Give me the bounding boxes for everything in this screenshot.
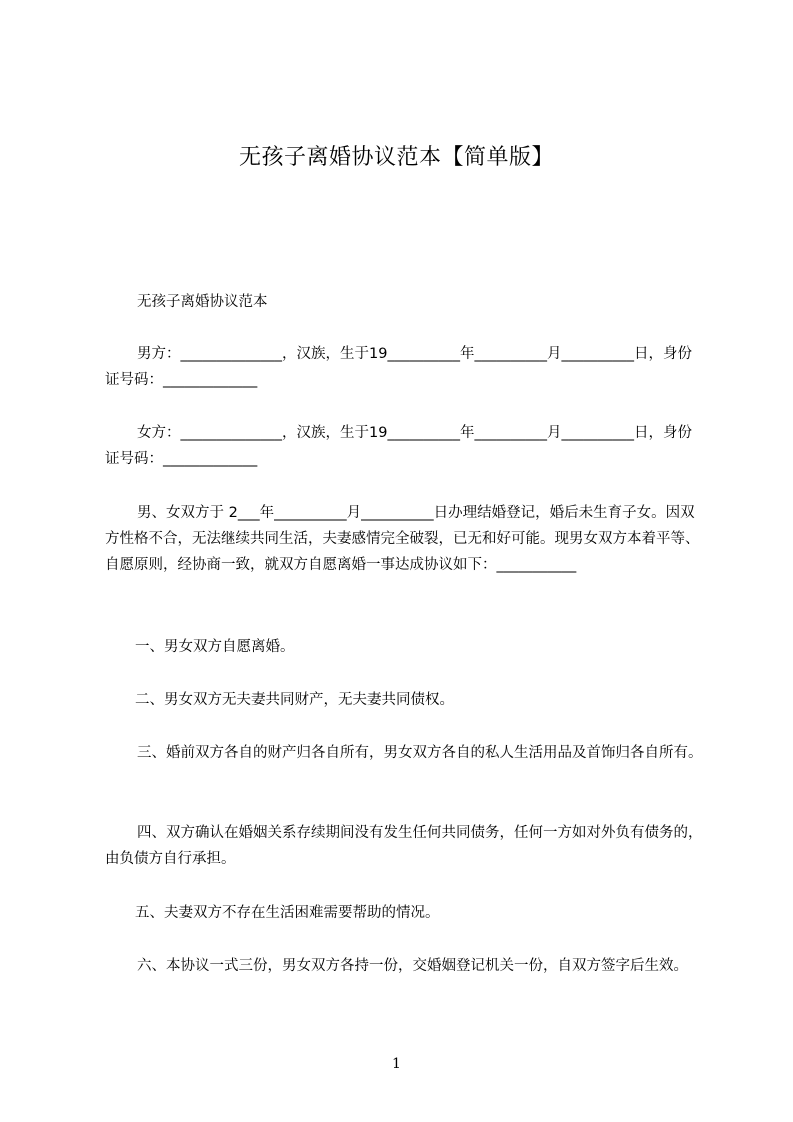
- clause-1: 一、男女双方自愿离婚。: [135, 639, 295, 655]
- male-party-line: 男方：______________，汉族，生于19__________年__________月__________日，身份证号码：_____________: [105, 346, 692, 388]
- clause-5: 五、夫妻双方不存在生活困难需要帮助的情况。: [135, 905, 440, 921]
- clause-2: 二、男女双方无夫妻共同财产，无夫妻共同债权。: [135, 692, 454, 708]
- clause-4: 四、双方确认在婚姻关系存续期间没有发生任何共同债务，任何一方如对外负有债务的，由负债方自行承担。: [105, 825, 703, 867]
- clause-3: 三、婚前双方各自的财产归各自所有，男女双方各自的私人生活用品及首饰归各自所有。: [137, 745, 703, 761]
- female-party-line: 女方：______________，汉族，生于19__________年__________月__________日，身份证号码：_____________: [105, 425, 692, 467]
- document-subtitle: 无孩子离婚协议范本: [137, 294, 268, 310]
- page-number: 1: [392, 1056, 401, 1072]
- document-title: 无孩子离婚协议范本【简单版】: [238, 145, 554, 170]
- preamble-paragraph: 男、女双方于 2___年__________月__________日办理结婚登记，婚后未生育子女。因双方性格不合，无法继续共同生活，夫妻感情完全破裂，已无和好可能。现男女双方本着平等、自愿原则，经协商一致，就双方自愿离婚一事达成协议如下：___________: [105, 505, 700, 573]
- clause-6: 六、本协议一式三份，男女双方各持一份，交婚姻登记机关一份，自双方签字后生效。: [137, 958, 688, 974]
